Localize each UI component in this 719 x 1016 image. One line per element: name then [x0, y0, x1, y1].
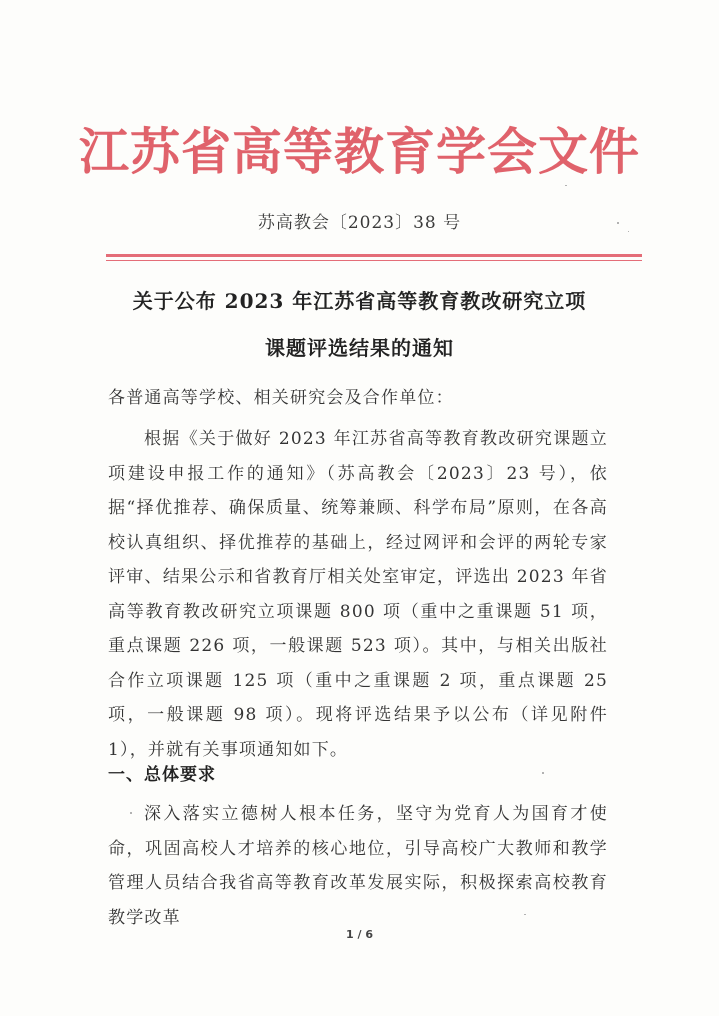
body-paragraph-1: 根据《关于做好 2023 年江苏省高等教育教改研究课题立项建设申报工作的通知》（苏高教会〔2023〕23 号），依据“择优推荐、确保质量、统筹兼顾、科学布局”原则，在各高校认真组织、择优推荐的基础上，经过网评和会评的两轮专家评审、结果公示和省教育厅相关处室审定，评选出 2023 年省高等教育教改研究立项课题 800 项（重中之重课题 51 项，重点课题 226 项，一般课题 523 项）。其中，与相关出版社合作立项课题 125 项（重中之重课题 2 项，重点课题 25 项，一般课题 98 项）。现将评选结果予以公布（详见附件 1），并就有关事项通知如下。 — [108, 429, 608, 760]
scan-speck — [617, 222, 619, 224]
notice-title-line1: 关于公布 2023 年江苏省高等教育教改研究立项 — [132, 289, 587, 313]
scan-speck — [542, 772, 544, 774]
page-number: 1 / 6 — [346, 928, 373, 941]
issuer-title: 江苏省高等教育学会文件 — [79, 123, 640, 181]
scan-speck — [130, 812, 132, 814]
red-divider-thin — [106, 260, 642, 261]
section-heading-1: 一、总体要求 — [108, 765, 216, 785]
red-divider-thick — [106, 254, 642, 257]
notice-title-line2: 课题评选结果的通知 — [265, 336, 454, 360]
scan-speck — [565, 185, 567, 186]
body-paragraph-2: 深入落实立德树人根本任务，坚守为党育人为国育才使命，巩固高校人才培养的核心地位，引导高校广大教师和教学管理人员结合我省高等教育改革发展实际，积极探索高校教育教学改革 — [108, 804, 608, 928]
salutation: 各普通高等学校、相关研究会及合作单位： — [108, 388, 454, 408]
document-number: 苏高教会〔2023〕38 号 — [257, 213, 462, 233]
scan-speck — [524, 914, 526, 915]
scan-speck — [628, 231, 629, 232]
